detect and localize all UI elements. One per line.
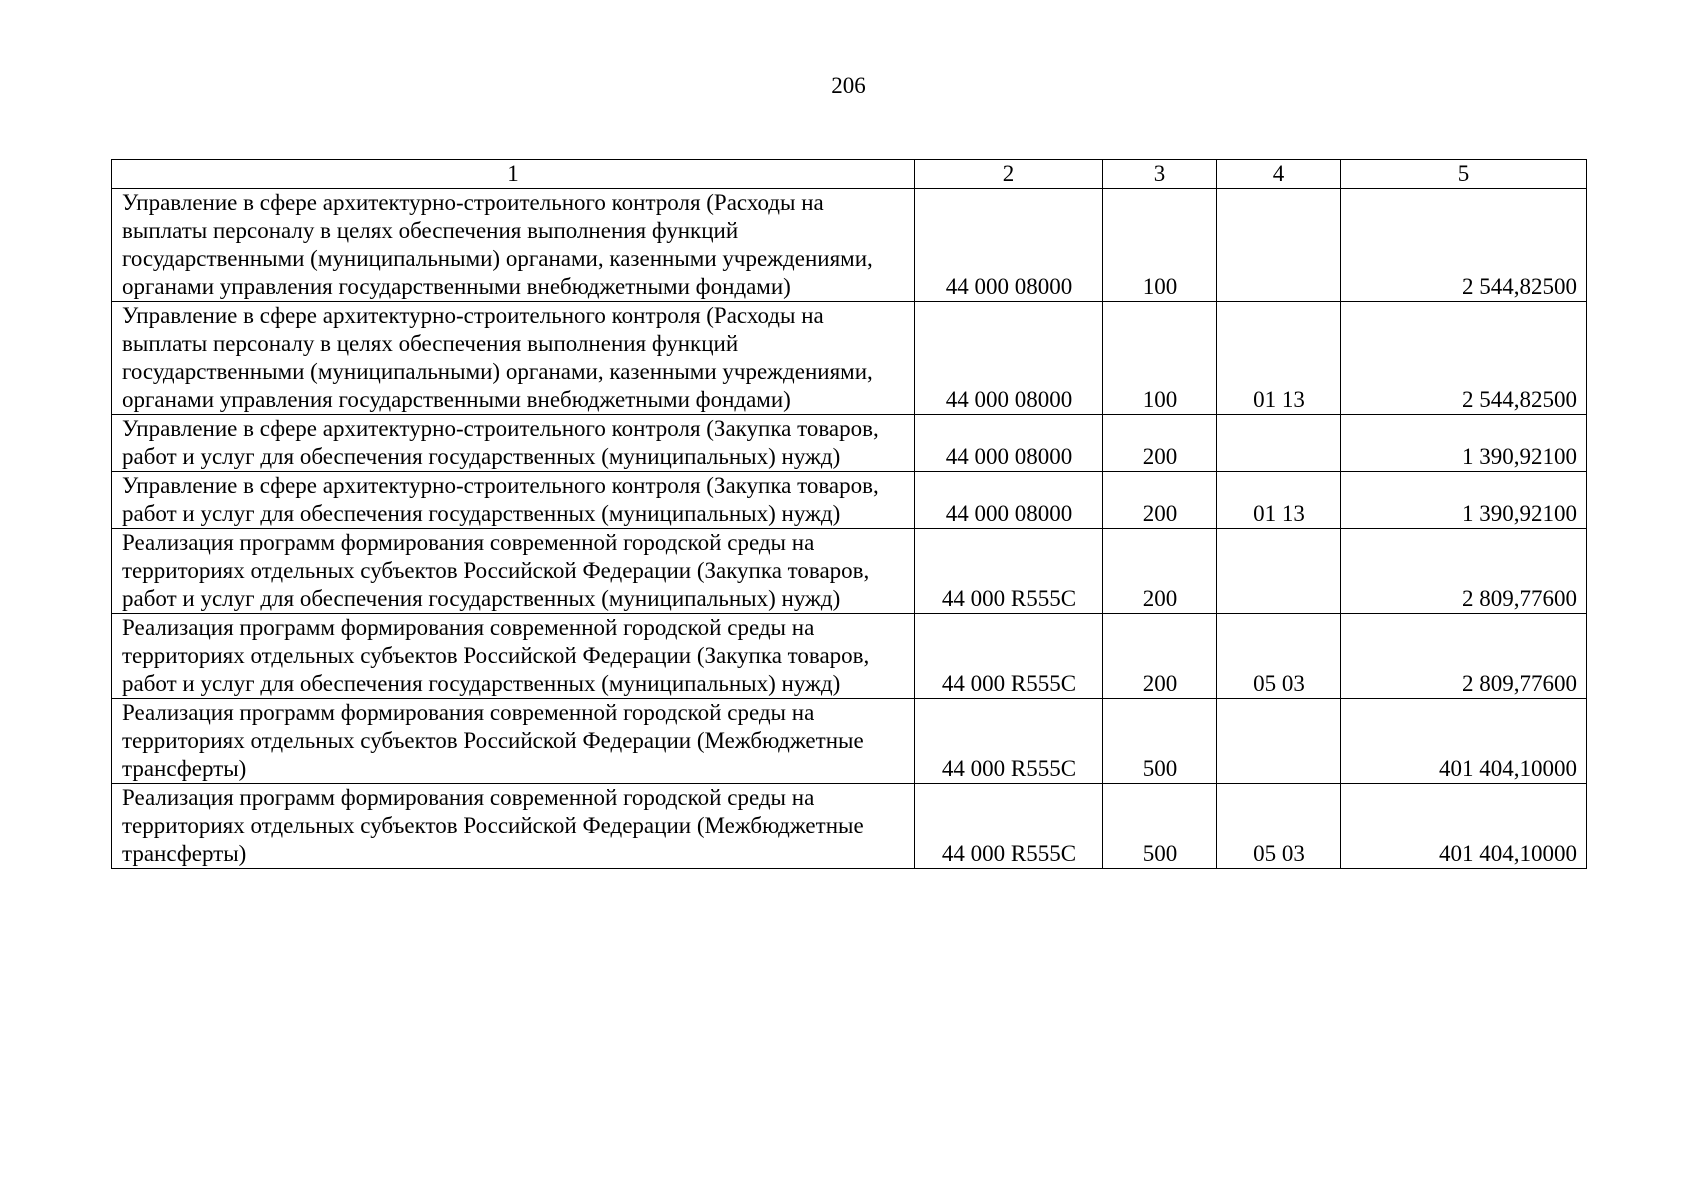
- header-col-5: 5: [1341, 160, 1587, 189]
- table-row: [112, 784, 1587, 869]
- amount-cell: 401 404,10000: [1341, 784, 1587, 869]
- section-cell: 01 13: [1217, 302, 1341, 415]
- page-number: 206: [831, 73, 866, 98]
- expense-name-cell: Управление в сфере архитектурно-строительного контроля (Закупка товаров, работ и услуг для обеспечения государственных (муниципальных) нужд): [112, 472, 915, 529]
- expense-name-cell: Управление в сфере архитектурно-строительного контроля (Закупка товаров, работ и услуг для обеспечения государственных (муниципальных) нужд): [112, 415, 915, 472]
- expense-type-cell: 200: [1103, 415, 1217, 472]
- table-row: [112, 189, 1587, 302]
- table-header: [112, 160, 1587, 189]
- target-article-cell: 44 000 R555C: [915, 699, 1103, 784]
- table-row: [112, 529, 1587, 614]
- table-body: [112, 189, 1587, 869]
- table-row: [112, 415, 1587, 472]
- amount-cell: 2 809,77600: [1341, 614, 1587, 699]
- expense-type-cell: 500: [1103, 699, 1217, 784]
- expense-name-cell: Реализация программ формирования современной городской среды на территориях отдельных субъектов Российской Федерации (Межбюджетные трансферты): [112, 784, 915, 869]
- expense-type-cell: 100: [1103, 302, 1217, 415]
- expense-name-cell: Управление в сфере архитектурно-строительного контроля (Расходы на выплаты персоналу в целях обеспечения выполнения функций государственными (муниципальными) органами, казенными учреждениями, органами управления государственными внебюджетными фондами): [112, 302, 915, 415]
- table-row: [112, 472, 1587, 529]
- expense-type-cell: 200: [1103, 529, 1217, 614]
- section-cell: [1217, 189, 1341, 302]
- budget-table: [111, 159, 1587, 869]
- table-row: [112, 302, 1587, 415]
- target-article-cell: 44 000 08000: [915, 472, 1103, 529]
- amount-cell: 1 390,92100: [1341, 415, 1587, 472]
- expense-name-cell: Реализация программ формирования современной городской среды на территориях отдельных субъектов Российской Федерации (Закупка товаров, работ и услуг для обеспечения государственных (муниципальных) нужд): [112, 614, 915, 699]
- section-cell: 01 13: [1217, 472, 1341, 529]
- table-row: [112, 614, 1587, 699]
- amount-cell: 2 544,82500: [1341, 302, 1587, 415]
- target-article-cell: 44 000 R555C: [915, 529, 1103, 614]
- header-row: [112, 160, 1587, 189]
- expense-type-cell: 500: [1103, 784, 1217, 869]
- section-cell: [1217, 699, 1341, 784]
- target-article-cell: 44 000 08000: [915, 302, 1103, 415]
- amount-cell: 2 809,77600: [1341, 529, 1587, 614]
- expense-name-cell: Реализация программ формирования современной городской среды на территориях отдельных субъектов Российской Федерации (Закупка товаров, работ и услуг для обеспечения государственных (муниципальных) нужд): [112, 529, 915, 614]
- expense-type-cell: 200: [1103, 614, 1217, 699]
- expense-type-cell: 200: [1103, 472, 1217, 529]
- amount-cell: 401 404,10000: [1341, 699, 1587, 784]
- target-article-cell: 44 000 R555C: [915, 784, 1103, 869]
- amount-cell: 1 390,92100: [1341, 472, 1587, 529]
- amount-cell: 2 544,82500: [1341, 189, 1587, 302]
- section-cell: [1217, 415, 1341, 472]
- table-row: [112, 699, 1587, 784]
- target-article-cell: 44 000 08000: [915, 189, 1103, 302]
- expense-name-cell: Управление в сфере архитектурно-строительного контроля (Расходы на выплаты персоналу в целях обеспечения выполнения функций государственными (муниципальными) органами, казенными учреждениями, органами управления государственными внебюджетными фондами): [112, 189, 915, 302]
- target-article-cell: 44 000 08000: [915, 415, 1103, 472]
- section-cell: 05 03: [1217, 784, 1341, 869]
- section-cell: 05 03: [1217, 614, 1341, 699]
- expense-name-cell: Реализация программ формирования современной городской среды на территориях отдельных субъектов Российской Федерации (Межбюджетные трансферты): [112, 699, 915, 784]
- header-col-4: 4: [1217, 160, 1341, 189]
- expense-type-cell: 100: [1103, 189, 1217, 302]
- header-col-1: 1: [112, 160, 915, 189]
- section-cell: [1217, 529, 1341, 614]
- header-col-3: 3: [1103, 160, 1217, 189]
- header-col-2: 2: [915, 160, 1103, 189]
- target-article-cell: 44 000 R555C: [915, 614, 1103, 699]
